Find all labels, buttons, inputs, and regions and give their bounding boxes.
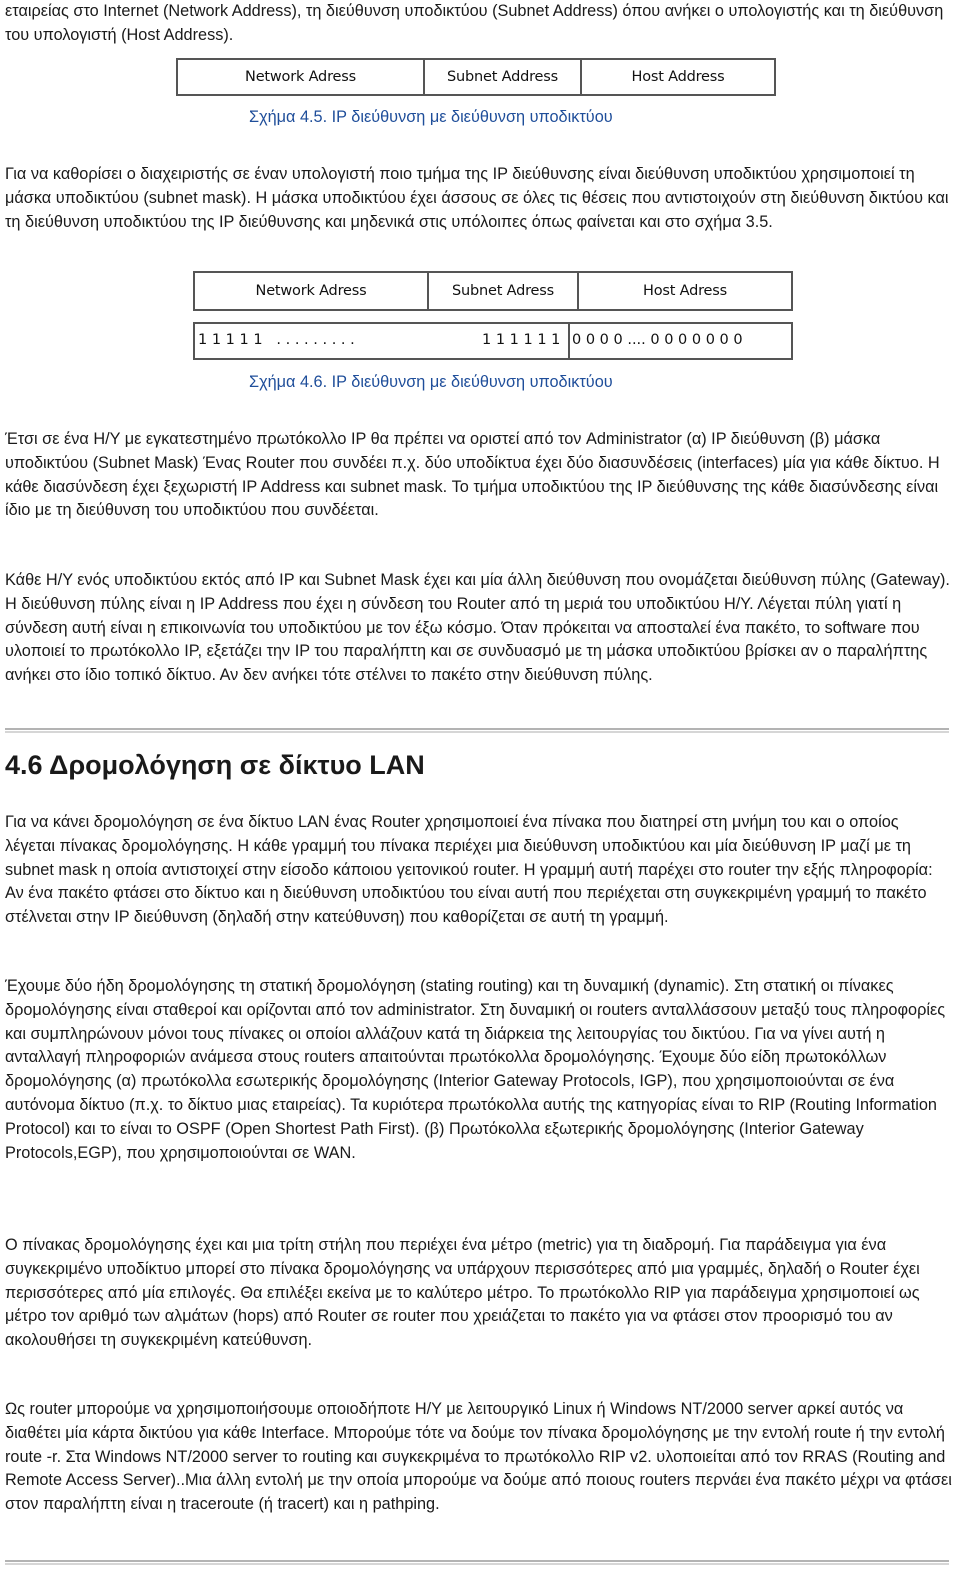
ip-address-figure — [176, 58, 776, 96]
subnet-mask-figure-header — [193, 271, 793, 311]
host-bits: 0 0 0 0 .... 0 0 0 0 0 0 0 — [572, 332, 743, 348]
routing-types-paragraph: Έχουμε δύο ήδη δρομολόγησης τη στατική δρομολόγηση (stating routing) και τη δυναμική (dynamic). Στη στατική οι πίνακες δρομολόγησης είναι σταθεροί και ορίζονται από τον administrator. Στη δυναμική οι routers ανταλλάσσουν μεταξύ τους πληροφορίες και συμπληρώνουν μόνοι τους πίνακες οι οποίοι αλλάζουν κατά τη διάρκεια της λειτουργίας του δικτύου. Για να γίνει αυτή η ανταλλαγή πληροφοριών ανάμεσα στους routers απαιτούνται πρωτόκολλα δρομολόγησης. Έχουμε δύο είδη πρωτοκόλλων δρομολόγησης (α) πρωτόκολλα εσωτερικής δρομολόγησης (Interior Gateway Protocols, IGP), που χρησιμοποιούνται σε ένα αυτόνομα δίκτυο (π.χ. το δίκτυο μιας εταιρείας). Τα κυριότερα πρωτόκολλα αυτής της κατηγορίας είναι το RIP (Routing Information Protocol) και το είναι το OSPF (Open Shortest Path First). (β) Πρωτόκολλα εξωτερικής δρομολόγησης (Interior Gateway Protocols,EGP), που χρησιμοποιούνται σε WAN. — [5, 977, 946, 1162]
lan-routing-paragraph: Για να κάνει δρομολόγηση σε ένα δίκτυο LAN ένας Router χρησιμοποιεί ένα πίνακα που διατηρεί στη μνήμη του και ο οποίος λέγεται πίνακας δρομολόγησης. Η κάθε γραμμή του πίνακα περιέχει μια διεύθυνση υποδικτύου και μία διεύθυνση IP μαζί με τη subnet mask η οποία αντιστοιχεί στην είσοδο κάποιου γειτονικού router. Η γραμμή αυτή παρέχει στο router την εξής πληροφορία: Αν ένα πακέτο φτάσει στο δίκτυο και η διεύθυνση υποδικτύου του είναι αυτή που περιέχεται στη συγκεκριμένη γραμμή το πακέτο στέλνεται στην IP διεύθυνση (δηλαδή στην κατεύθυνση) που καθορίζεται σε αυτή τη γραμμή. — [5, 813, 933, 927]
figure-divider — [568, 324, 570, 358]
figure-caption: Σχήμα 4.6. IP διεύθυνση με διεύθυνση υποδικτύου — [249, 373, 613, 391]
page-bottom-divider — [5, 1560, 949, 1566]
subnet-address-label: Subnet Address — [447, 69, 558, 85]
figure-caption: Σχήμα 4.5. IP διεύθυνση με διεύθυνση υποδικτύου — [249, 108, 613, 126]
network-address-label: Network Adress — [245, 69, 356, 85]
network-address-label: Network Adress — [255, 283, 367, 299]
host-address-label: Host Adress — [643, 283, 727, 299]
mask-paragraph: Για να καθορίσει ο διαχειριστής σε έναν υπολογιστή ποιο τμήμα της IP διεύθυνσης είναι διεύθυνση υποδικτύου χρησιμοποιεί τη μάσκα υποδικτύου (subnet mask). Η μάσκα υποδικτύου έχει άσσους σε όλες τις θέσεις που αντιστοιχούν στη διεύθυνση δικτύου και τη διεύθυνση υποδικτύου της IP διεύθυνσης και μηδενικά στις υπόλοιπες όπως φαίνεται και στο σχήμα 3.5. — [5, 165, 949, 231]
gateway-paragraph: Κάθε Η/Υ ενός υποδικτύου εκτός από IP και Subnet Mask έχει και μία άλλη διεύθυνση που ονομάζεται διεύθυνση πύλης (Gateway). Η διεύθυνση πύλης είναι η IP Address που έχει η σύνδεση του Router από τη μεριά του υποδικτύου Η/Υ. Λέγεται πύλη γιατί η σύνδεση αυτή είναι η επικοινωνία του υποδικτύου με τον έξω κόσμο. Όταν πρόκειται να αποσταλεί ένα πακέτο, το software που υλοποιεί το πρωτόκολλο IP, εξετάζει την IP του παραλήπτη και σε συνδυασμό με τη μάσκα υποδικτύου βρίσκει αν ο παραλήπτης ανήκει στο ίδιο τοπικό δίκτυο. Αν δεν ανήκει τότε στέλνει το πακέτο στην διεύθυνση πύλης. — [5, 571, 950, 685]
network-bits: 1 1 1 1 1 . . . . . . . . . — [198, 332, 355, 348]
section-heading: 4.6 Δρομολόγηση σε δίκτυο LAN — [5, 750, 425, 780]
intro-paragraph: εταιρείας στο Internet (Network Address), τη διεύθυνση υποδικτύου (Subnet Address) όπου ανήκει ο υπολογιστής και τη διεύθυνση του υπολογιστή (Host Address). — [5, 2, 944, 44]
router-paragraph: Έτσι σε ένα Η/Υ με εγκατεστημένο πρωτόκολλο IP θα πρέπει να οριστεί από τον Administrator (α) IP διεύθυνση (β) μάσκα υποδικτύου (Subnet Mask) Ένας Router που συνδέει π.χ. δύο υποδίκτυα έχει δύο διασυνδέσεις (interfaces) μία για κάθε δίκτυο. Η κάθε διασύνδεση έχει ξεχωριστή IP Address και subnet mask. Το τμήμα υποδικτύου της IP διεύθυνσης της κάθε διασύνδεσης είναι ίδιο με τη διεύθυνση του υποδικτύου που συνδέεται. — [5, 430, 940, 520]
subnet-bits: 1 1 1 1 1 1 — [482, 332, 561, 348]
windows-router-paragraph: Ως router μπορούμε να χρησιμοποιήσουμε οποιοδήποτε Η/Υ με λειτουργικό Linux ή Windows NT/2000 server αρκεί αυτός να διαθέτει μία κάρτα δικτύου για κάθε Interface. Μπορούμε τότε να δούμε τον πίνακα δρομολόγησης με την εντολή route ή την εντολή route -r. Στα Windows NT/2000 server το routing και συγκεκριμένα το πρωτόκολλο RIP v2. υλοποιείται από τον RRAS (Routing and Remote Access Server)..Μια άλλη εντολή με την οποία μπορούμε να δούμε από ποιους routers περνάει ένα πακέτο μέχρι να φτάσει στον παραλήπτη είναι η traceroute (ή tracert) και η pathping. — [5, 1400, 952, 1514]
subnet-address-label: Subnet Adress — [452, 283, 554, 299]
host-address-label: Host Address — [631, 69, 725, 85]
section-divider — [5, 728, 949, 734]
metric-paragraph: Ο πίνακας δρομολόγησης έχει και μια τρίτη στήλη που περιέχει ένα μέτρο (metric) για τη διαδρομή. Για παράδειγμα για ένα συγκεκριμένο υποδίκτυο μπορεί στο πίνακα δρομολόγησης να υπάρχουν περισσότερες από μια γραμμές, δηλαδή ο Router έχει περισσότερες από μία επιλογές. Θα επιλέξει εκείνα με το καλύτερο μέτρο. Το πρωτόκολλο RIP για παράδειγμα χρησιμοποιεί ως μέτρο τον αριθμό των αλμάτων (hops) από Router σε router που χρειάζεται το πακέτο για να φτάσει στον προορισμό του αν ακολουθήσει τη συγκεκριμένη κατεύθυνση. — [5, 1236, 920, 1350]
